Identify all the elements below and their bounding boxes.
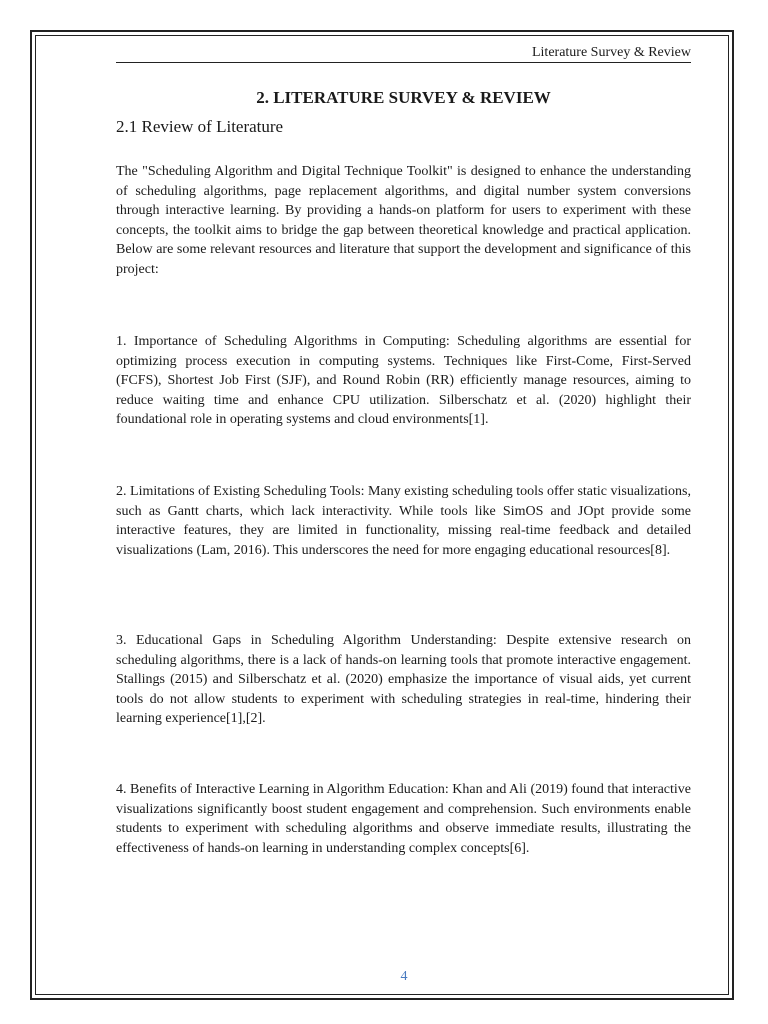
section-title: 2.1 Review of Literature xyxy=(116,117,284,136)
running-header: Literature Survey & Review xyxy=(531,45,691,60)
chapter-title: 2. LITERATURE SURVEY & REVIEW xyxy=(256,88,551,107)
paragraph-educational-gaps: 3. Educational Gaps in Scheduling Algorithm Understanding: Despite extensive research on scheduling algorithms, there is a lack of hands-on learning tools that promote interactive engagement. Stallings (2015) and Silberschatz et al. (2020) emphasize the importance of visual aids, yet current tools do not allow students to experiment with scheduling strategies in real-time, hindering their learning experience[1],[2]. xyxy=(116,633,691,726)
paragraph-tool-limitations: 2. Limitations of Existing Scheduling Tools: Many existing scheduling tools offer static visualizations, such as Gantt charts, which lack interactivity. While tools like SimOS and JOpt provide some interactive features, they are limited in functionality, missing real-time feedback and detailed visualizations (Lam, 2016). This underscores the need for more engaging educational resources[8]. xyxy=(116,484,691,558)
paragraph-interactive-learning: 4. Benefits of Interactive Learning in Algorithm Education: Khan and Ali (2019) found that interactive visualizations significantly boost student engagement and comprehension. Such environments enable students to experiment with scheduling algorithms and observe immediate results, illustrating the effectiveness of hands-on learning in understanding complex concepts[6]. xyxy=(116,782,692,856)
page-number: 4 xyxy=(400,969,408,984)
paragraph-scheduling-importance: 1. Importance of Scheduling Algorithms in Computing: Scheduling algorithms are essential for optimizing process execution in computing systems. Techniques like First-Come, First-Served (FCFS), Shortest Job First (SJF), and Round Robin (RR) efficiently manage resources, aiming to reduce waiting time and enhance CPU utilization. Silberschatz et al. (2020) highlight their foundational role in operating systems and cloud environments[1]. xyxy=(116,334,691,427)
intro-paragraph: The "Scheduling Algorithm and Digital Technique Toolkit" is designed to enhance the understanding of scheduling algorithms, page replacement algorithms, and digital number system conversions through interactive learning. By providing a hands-on platform for users to experiment with these concepts, the toolkit aims to bridge the gap between theoretical knowledge and practical application. Below are some relevant resources and literature that support the development and significance of this project: xyxy=(116,164,691,277)
header-rule xyxy=(116,62,691,63)
